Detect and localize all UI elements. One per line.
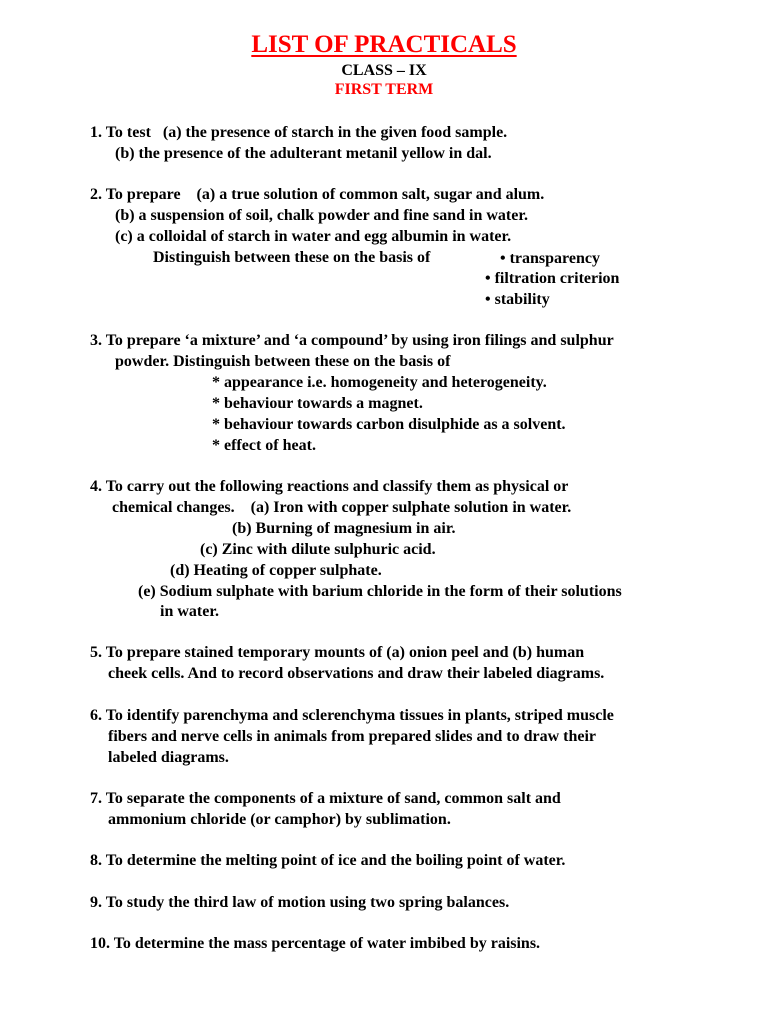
practical-2-bullet-3: • stability	[485, 291, 550, 308]
practical-2-line-3: (c) a colloidal of starch in water and egg albumin in water.	[115, 228, 512, 245]
practical-4-line-6: (e) Sodium sulphate with barium chloride in the form of their solutions	[138, 583, 622, 600]
practical-2-line-4: Distinguish between these on the basis of	[153, 249, 431, 266]
practical-5-line-1: 5. To prepare stained temporary mounts of (a) onion peel and (b) human	[90, 644, 585, 661]
practical-5-line-2: cheek cells. And to record observations and draw their labeled diagrams.	[108, 665, 605, 682]
practical-4-line-3: (b) Burning of magnesium in air.	[232, 520, 456, 537]
practical-9-line-1: 9. To study the third law of motion using two spring balances.	[90, 894, 510, 911]
practical-3-point-1: * appearance i.e. homogeneity and heterogeneity.	[212, 374, 547, 391]
practical-10-line-1: 10. To determine the mass percentage of water imbibed by raisins.	[90, 935, 541, 952]
page-title: LIST OF PRACTICALS	[251, 31, 517, 58]
practical-4-line-2: chemical changes. (a) Iron with copper sulphate solution in water.	[112, 499, 572, 516]
practical-2-line-2: (b) a suspension of soil, chalk powder and fine sand in water.	[115, 207, 528, 224]
practical-8-line-1: 8. To determine the melting point of ice and the boiling point of water.	[90, 852, 566, 869]
term-heading: FIRST TERM	[334, 81, 434, 98]
practical-3-line-2: powder. Distinguish between these on the basis of	[115, 353, 451, 370]
practical-2-line-1: 2. To prepare (a) a true solution of common salt, sugar and alum.	[90, 186, 545, 203]
practical-4-line-1: 4. To carry out the following reactions and classify them as physical or	[90, 478, 569, 495]
practical-1-line-1: 1. To test (a) the presence of starch in the given food sample.	[90, 124, 508, 141]
practical-2-bullet-1: • transparency	[500, 250, 600, 267]
practical-6-line-1: 6. To identify parenchyma and sclerenchyma tissues in plants, striped muscle	[90, 707, 614, 724]
practical-1-line-2: (b) the presence of the adulterant metanil yellow in dal.	[115, 145, 492, 162]
practical-7-line-1: 7. To separate the components of a mixture of sand, common salt and	[90, 790, 561, 807]
practical-3-line-1: 3. To prepare ‘a mixture’ and ‘a compound’ by using iron filings and sulphur	[90, 332, 614, 349]
practical-3-point-2: * behaviour towards a magnet.	[212, 395, 423, 412]
practical-4-line-4: (c) Zinc with dilute sulphuric acid.	[200, 541, 436, 558]
practical-4-line-7: in water.	[160, 603, 219, 620]
practical-2-bullet-2: • filtration criterion	[485, 270, 620, 287]
practical-3-point-4: * effect of heat.	[212, 437, 316, 454]
practical-6-line-3: labeled diagrams.	[108, 749, 229, 766]
class-heading: CLASS – IX	[341, 62, 427, 79]
practical-4-line-5: (d) Heating of copper sulphate.	[170, 562, 382, 579]
practical-7-line-2: ammonium chloride (or camphor) by sublimation.	[108, 811, 451, 828]
practical-3-point-3: * behaviour towards carbon disulphide as a solvent.	[212, 416, 566, 433]
practical-6-line-2: fibers and nerve cells in animals from prepared slides and to draw their	[108, 728, 596, 745]
